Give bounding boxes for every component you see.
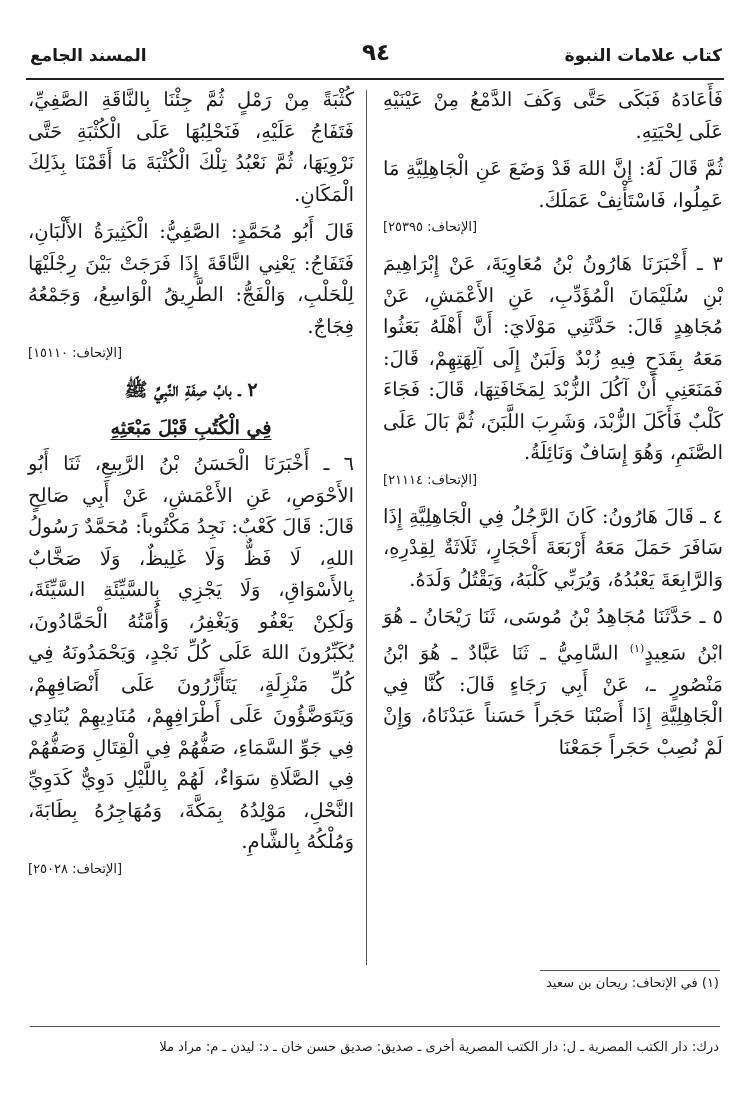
- running-header: [30, 40, 722, 76]
- paragraph: قَالَ أَبُو مُحَمَّدٍ: الصَّفِيُّ: الْكَثِيرَةُ الأَلْبَانِ، فَتَفَاجُ: يَعْنِي النَّاقَةَ إِذَا فَرَجَتْ بَيْنَ رِجْلَيْهَا لِلْحَلْبِ، وَالْفَجُّ: الطَّرِيقُ الْوَاسِعُ، وَجَمْعُهُ فِجَاجٌ.: [28, 220, 354, 338]
- chapter-subheading: فِي الْكُتُبِ قَبْلَ مَبْعَثِهِ: [110, 417, 272, 439]
- left-column: [28, 84, 354, 890]
- paragraph: كُثْبَةً مِنْ رَمْلٍ ثُمَّ جِئْنَا بِالنَّاقَةِ الصَّفِيِّ، فَتَفَاجُ عَلَيْهِ، فَنَحْلِبُهَا عَلَى الْكُثْبَةِ حَتَّى نَرْوِيَهَا، ثُمَّ نَعْبُدُ تِلْكَ الْكُثْبَةَ مَا أَقَمْنَا بِذَلِكَ الْمَكَانِ.: [28, 88, 354, 206]
- hadith-5-text-b: السَّامِيُّ ـ ثَنَا عَبَّادٌ ـ هُوَ ابْنُ مَنْصُورٍ ـ، عَنْ أَبِي رَجَاءٍ قَالَ: كُنَّا فِي الْجَاهِلِيَّةِ إِذَا أَصَبْنَا حَجَراً حَسَناً عَبَدْنَاهُ، وَإِنْ لَمْ نُصِبْ حَجَراً جَمَعْنَا: [383, 641, 723, 759]
- header-divider: [26, 78, 724, 80]
- hadith-3: ٣ ـ أَخْبَرَنَا هَارُونُ بْنُ مُعَاوِيَةَ، عَنْ إِبْرَاهِيمَ بْنِ سُلَيْمَانَ الْمُؤَدِّبِ، عَنِ الأَعْمَشِ، عَنْ مُجَاهِدٍ قَالَ: حَدَّثَنِي مَوْلَايَ: أَنَّ أَهْلَهُ بَعَثُوا مَعَهُ بِقَدَحٍ فِيهِ زُبْدٌ وَلَبَنٌ إِلَى آلِهَتِهِمْ، قَالَ: فَمَنَعَنِي أَنْ آكُلَ الزُّبْدَ لِمَخَافَتِهَا، قَالَ: فَجَاءَ كَلْبٌ فَأَكَلَ الزُّبْدَ، وَشَرِبَ اللَّبَنَ، ثُمَّ بَالَ عَلَى الصَّنَمِ، وَهُوَ إِسَافٌ وَنَائِلَةُ.: [383, 252, 723, 464]
- hadith-6: ٦ ـ أَخْبَرَنَا الْحَسَنُ بْنُ الرَّبِيعِ، ثَنَا أَبُو الأَحْوَصِ، عَنِ الأَعْمَشِ، عَنْ أَبِي صَالِحٍ قَالَ: قَالَ كَعْبٌ: نَجِدُ مَكْتُوباً: مُحَمَّدٌ رَسُولُ اللهِ، لَا فَظٌّ وَلَا غَلِيظٌ، وَلَا صَخَّابٌ بِالأَسْوَاقِ، وَلَا يَجْزِي بِالسَّيِّئَةِ السَّيِّئَةَ، وَلَكِنْ يَعْفُو وَيَغْفِرُ، وَأُمَّتُهُ الْحَمَّادُونَ، يُكَبِّرُونَ اللهَ عَلَى كُلِّ نَجْدٍ، وَيَحْمَدُونَهُ فِي كُلِّ مَنْزِلَةٍ، يَتَأَزَّرُونَ عَلَى أَنْصَافِهِمْ، وَيَتَوَضَّؤُونَ عَلَى أَطْرَافِهِمْ، مُنَادِيهِمْ يُنَادِي فِي جَوِّ السَّمَاءِ، صَفُّهُمْ فِي الْقِتَالِ وَصَفُّهُمْ فِي الصَّلَاةِ سَوَاءٌ، لَهُمْ بِاللَّيْلِ دَوِيٌّ كَدَوِيِّ النَّحْلِ، مَوْلِدُهُ بِمَكَّةَ، وَمُهَاجِرُهُ بِطَابَةَ، وَمُلْكُهُ بِالشَّامِ.: [28, 452, 354, 853]
- book-title: كتاب علامات النبوة: [564, 46, 722, 66]
- column-divider: [366, 90, 367, 965]
- hadith-5: [383, 601, 723, 763]
- chapter-heading: ٢ ـ بابُ صِفَةِ النَّبِيِّ ﷺ: [124, 379, 258, 401]
- page-number: ٩٤: [361, 40, 391, 66]
- hadith-4: ٤ ـ قَالَ هَارُونُ: كَانَ الرَّجُلُ فِي الْجَاهِلِيَّةِ إِذَا سَافَرَ حَمَلَ مَعَهُ أَرْبَعَةَ أَحْجَارٍ، ثَلَاثَةٌ لِقِدْرِهِ، وَالرَّابِعَةَ يَعْبُدُهُ، وَيُرَبِّي كَلْبَهُ، وَيَقْتُلُ وَلَدَهُ.: [383, 504, 723, 591]
- ithaf-reference: [الإتحاف: ٢٥٠٢٨]: [28, 861, 123, 877]
- hadith-5-text-a: ٥ ـ حَدَّثَنَا مُجَاهِدُ بْنُ مُوسَى، ثَنَا رَيْحَانُ ـ هُوَ ابْنُ سَعِيدٍ: [383, 605, 723, 664]
- manuscript-sigla: درك: دار الكتب المصرية ـ ل: دار الكتب المصرية أخرى ـ صديق: صديق حسن خان ـ د: ليدن ـ م: مراد ملا: [159, 1040, 719, 1055]
- credits-divider: [30, 1026, 720, 1027]
- collection-title: المسند الجامع: [30, 46, 147, 66]
- ithaf-reference: [الإتحاف: ٢١١١٤]: [383, 472, 478, 488]
- ithaf-reference: [الإتحاف: ١٥١١٠]: [28, 346, 123, 361]
- paragraph: فَأَعَادَهُ فَبَكَى حَتَّى وَكَفَ الدَّمْعُ مِنْ عَيْنَيْهِ عَلَى لِحْيَتِهِ.: [383, 88, 723, 143]
- paragraph: ثُمَّ قَالَ لَهُ: إِنَّ اللهَ قَدْ وَضَعَ عَنِ الْجَاهِلِيَّةِ مَا عَمِلُوا، فَاسْتَأْنِفْ عَمَلَكَ.: [383, 157, 723, 212]
- right-column: [383, 84, 723, 769]
- footnote-divider: [540, 970, 720, 971]
- ithaf-reference: [الإتحاف: ٢٥٣٩٥]: [383, 220, 478, 235]
- footnote-marker: (١): [629, 641, 645, 655]
- footnote: (١) في الإتحاف: ريحان بن سعيد: [546, 976, 719, 991]
